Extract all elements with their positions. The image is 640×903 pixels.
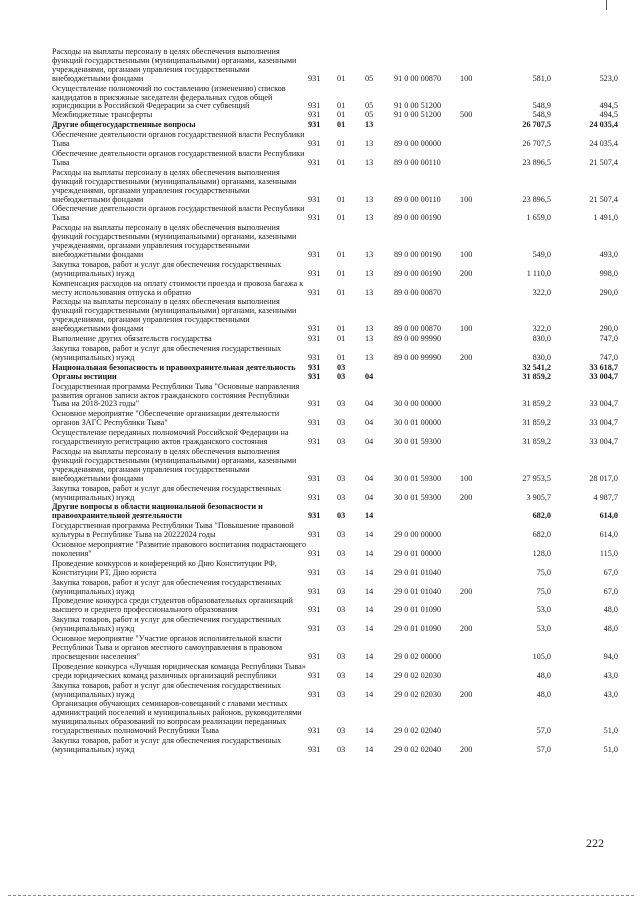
cell-rz: 03	[337, 473, 346, 483]
row-name: Государственная программа Республики Тыва "Основные направления развития органов записи актов гражданского состояния Республики Тыва на 2018-2023 годы"	[52, 381, 300, 409]
cell-gr: 931	[308, 287, 321, 297]
cell-amount-y2: 24 035,4	[589, 120, 618, 130]
table-row	[52, 298, 618, 334]
cell-cs: 29 0 01 01040	[394, 567, 442, 577]
cell-amount-y1: 23 896,5	[522, 194, 551, 204]
cell-amount-y2: 33 004,7	[589, 437, 618, 447]
cell-pr: 13	[365, 287, 374, 297]
row-name: Обеспечение деятельности органов государственной власти Республики Тыва	[52, 204, 305, 223]
cell-pr: 13	[365, 139, 374, 149]
cell-rz: 01	[337, 194, 346, 204]
row-name: Закупка товаров, работ и услуг для обеспечения государственных (муниципальных) нужд	[52, 577, 282, 596]
cell-amount-y1: 48,0	[536, 689, 551, 699]
cell-gr: 931	[308, 624, 321, 634]
cell-pr: 14	[365, 567, 374, 577]
cell-vr: 100	[460, 194, 473, 204]
cell-amount-y1: 53,0	[536, 605, 551, 615]
cell-pr: 14	[365, 605, 374, 615]
cell-cs: 29 0 02 02030	[394, 670, 442, 680]
cell-pr: 13	[365, 249, 374, 259]
cell-cs: 30 0 01 00000	[394, 418, 442, 428]
row-name: Расходы на выплаты персоналу в целях обеспечения выполнения функций государственными (муниципальными) органами, казенными учреждениями, органами управления государственными внебюджетными фондами	[52, 167, 297, 204]
cell-vr: 200	[460, 744, 473, 754]
cell-amount-y2: 998,0	[599, 268, 618, 278]
cell-amount-y1: 548,9	[532, 110, 551, 120]
cell-pr: 14	[365, 530, 374, 540]
cell-pr: 14	[365, 651, 374, 661]
cell-amount-y1: 830,0	[532, 334, 551, 344]
cell-pr: 14	[365, 624, 374, 634]
cell-cs: 29 0 01 01090	[394, 605, 442, 615]
cell-vr: 500	[460, 110, 473, 120]
table-row	[52, 131, 618, 149]
cell-gr: 931	[308, 268, 321, 278]
cell-gr: 931	[308, 567, 321, 577]
cell-vr: 200	[460, 352, 473, 362]
cell-pr: 13	[365, 352, 374, 362]
cell-cs: 89 0 00 00870	[394, 287, 442, 297]
cell-amount-y2: 28 017,0	[589, 473, 618, 483]
cell-rz: 03	[337, 726, 346, 736]
table-row	[52, 224, 618, 260]
row-name: Другие вопросы в области национальной безопасности и правоохранительной деятельности	[52, 502, 263, 521]
cell-gr: 931	[308, 511, 321, 521]
cell-cs: 29 0 01 01090	[394, 624, 442, 634]
table-row	[52, 205, 618, 223]
row-name: Расходы на выплаты персоналу в целях обеспечения выполнения функций государственными (муниципальными) органами, казенными учреждениями, органами управления государственными внебюджетными фондами	[52, 47, 297, 83]
cell-gr: 931	[308, 324, 321, 334]
row-name: Органы юстиции	[52, 371, 117, 381]
cell-gr: 931	[308, 744, 321, 754]
cell-amount-y2: 67,0	[603, 586, 618, 596]
cell-gr: 931	[308, 213, 321, 223]
cell-gr: 931	[308, 726, 321, 736]
cell-amount-y1: 75,0	[536, 586, 551, 596]
cell-vr: 200	[460, 492, 473, 502]
cell-gr: 931	[308, 689, 321, 699]
cell-pr: 13	[365, 157, 374, 167]
cell-vr: 100	[460, 249, 473, 259]
cell-amount-y1: 57,0	[536, 744, 551, 754]
cell-amount-y1: 48,0	[536, 670, 551, 680]
cell-gr: 931	[308, 670, 321, 680]
cell-amount-y1: 548,9	[532, 101, 551, 111]
table-row	[52, 373, 618, 382]
cell-gr: 931	[308, 492, 321, 502]
cell-pr: 14	[365, 689, 374, 699]
table-row	[52, 169, 618, 205]
cell-cs: 89 0 00 00190	[394, 268, 442, 278]
cell-amount-y2: 747,0	[599, 352, 618, 362]
cell-vr: 200	[460, 624, 473, 634]
cell-cs: 91 0 00 51200	[394, 110, 442, 120]
cell-vr: 200	[460, 689, 473, 699]
cell-cs: 89 0 00 00110	[394, 157, 441, 167]
cell-amount-y2: 48,0	[603, 624, 618, 634]
row-name: Закупка товаров, работ и услуг для обеспечения государственных (муниципальных) нужд	[52, 259, 282, 278]
cell-amount-y2: 290,0	[599, 324, 618, 334]
cell-amount-y1: 26 707,5	[522, 139, 551, 149]
cell-cs: 89 0 00 00000	[394, 139, 442, 149]
cell-pr: 04	[365, 418, 374, 428]
row-name: Проведение конкурса среди студентов образовательных организаций высшего и среднего профессионального образования	[52, 596, 293, 615]
cell-pr: 04	[365, 399, 374, 409]
cell-rz: 01	[337, 324, 346, 334]
cell-amount-y1: 682,0	[532, 511, 551, 521]
table-row	[52, 700, 618, 736]
cell-cs: 30 0 01 59300	[394, 473, 442, 483]
row-name: Компенсация расходов на оплату стоимости проезда и провоза багажа к месту использования отпуска и обратно	[52, 278, 304, 297]
cell-amount-y1: 830,0	[532, 352, 551, 362]
cell-pr: 04	[365, 473, 374, 483]
cell-rz: 03	[337, 548, 346, 558]
cell-gr: 931	[308, 651, 321, 661]
cell-amount-y2: 523,0	[599, 73, 618, 83]
cell-gr: 931	[308, 399, 321, 409]
cell-rz: 03	[337, 689, 346, 699]
cell-cs: 89 0 00 00110	[394, 194, 441, 204]
cell-amount-y1: 682,0	[532, 530, 551, 540]
cell-amount-y1: 3 905,7	[526, 492, 551, 502]
cell-amount-y1: 26 707,5	[522, 120, 551, 130]
cell-cs: 91 0 00 51200	[394, 101, 442, 111]
table-row	[52, 541, 618, 559]
cell-pr: 04	[365, 437, 374, 447]
cell-amount-y1: 322,0	[532, 324, 551, 334]
cell-amount-y1: 75,0	[536, 567, 551, 577]
table-row	[52, 410, 618, 428]
cell-amount-y2: 33 004,7	[589, 418, 618, 428]
cell-amount-y2: 290,0	[599, 287, 618, 297]
cell-rz: 03	[337, 744, 346, 754]
cell-cs: 89 0 00 99990	[394, 334, 442, 344]
page-number: 222	[586, 836, 604, 850]
cell-gr: 931	[308, 120, 321, 130]
cell-rz: 03	[337, 586, 346, 596]
table-row	[52, 635, 618, 662]
cell-rz: 01	[337, 213, 346, 223]
cell-pr: 13	[365, 268, 374, 278]
table-row	[52, 448, 618, 484]
table-row	[52, 280, 618, 298]
table-row	[52, 85, 618, 112]
cell-rz: 01	[337, 352, 346, 362]
cell-rz: 03	[337, 399, 346, 409]
row-name: Основное мероприятие "Участие органов исполнительной власти Республики Тыва и органов местного самоуправления в правовом просвещении населения"	[52, 634, 283, 661]
row-name: Расходы на выплаты персоналу в целях обеспечения выполнения функций государственными (муниципальными) органами, казенными учреждениями, органами управления государственными внебюджетными фондами	[52, 446, 297, 483]
cell-rz: 03	[337, 492, 346, 502]
cell-pr: 05	[365, 101, 374, 111]
cell-gr: 931	[308, 73, 321, 83]
cell-amount-y1: 1 110,0	[526, 268, 551, 278]
cell-cs: 89 0 00 00190	[394, 249, 442, 259]
cell-pr: 13	[365, 334, 374, 344]
cell-amount-y1: 31 859,2	[522, 418, 551, 428]
cell-amount-y2: 24 035,4	[589, 139, 618, 149]
cell-pr: 04	[365, 492, 374, 502]
row-name: Проведение конкурсов и конференций ко Дню Конституции РФ, Конституции РТ, Дню юриста	[52, 558, 277, 577]
row-name: Закупка товаров, работ и услуг для обеспечения государственных (муниципальных) нужд	[52, 680, 282, 699]
table-row	[52, 335, 618, 344]
cell-amount-y2: 1 491,0	[593, 213, 618, 223]
cell-amount-y1: 581,0	[532, 73, 551, 83]
cell-pr: 04	[365, 371, 374, 381]
cell-amount-y1: 23 896,5	[522, 157, 551, 167]
cell-cs: 29 0 02 02040	[394, 726, 442, 736]
cell-gr: 931	[308, 101, 321, 111]
row-name: Расходы на выплаты персоналу в целях обеспечения выполнения функций государственными (муниципальными) органами, казенными учреждениями, органами управления государственными внебюджетными фондами	[52, 297, 297, 334]
cell-rz: 01	[337, 73, 346, 83]
cell-pr: 14	[365, 726, 374, 736]
cell-amount-y1: 31 859,2	[522, 399, 551, 409]
cell-rz: 03	[337, 418, 346, 428]
cell-amount-y1: 53,0	[536, 624, 551, 634]
cell-amount-y2: 614,0	[599, 530, 618, 540]
cell-vr: 100	[460, 473, 473, 483]
cell-amount-y1: 322,0	[532, 287, 551, 297]
cell-rz: 01	[337, 110, 346, 120]
cell-cs: 29 0 02 02030	[394, 689, 442, 699]
table-row	[52, 48, 618, 84]
cell-rz: 03	[337, 437, 346, 447]
row-name: Выполнение других обязательств государства	[52, 334, 212, 344]
cell-rz: 01	[337, 334, 346, 344]
cell-amount-y1: 27 953,5	[522, 473, 551, 483]
row-name: Закупка товаров, работ и услуг для обеспечения государственных (муниципальных) нужд	[52, 483, 282, 502]
cell-cs: 30 0 01 59300	[394, 437, 442, 447]
row-name: Межбюджетные трансферты	[52, 110, 153, 120]
top-edge-mark	[606, 0, 607, 10]
cell-amount-y1: 128,0	[532, 548, 551, 558]
cell-vr: 200	[460, 586, 473, 596]
cell-amount-y1: 57,0	[536, 726, 551, 736]
row-name: Осуществление полномочий по составлению (изменению) списков кандидатов в присяжные заседатели федеральных судов общей юрисдикции в Российской Федерации за счет субвенций	[52, 83, 286, 111]
row-name: Закупка товаров, работ и услуг для обеспечения государственных (муниципальных) нужд	[52, 736, 282, 754]
cell-amount-y1: 32 541,2	[522, 362, 551, 372]
cell-cs: 89 0 00 00870	[394, 324, 442, 334]
cell-pr: 05	[365, 73, 374, 83]
table-row	[52, 737, 618, 755]
cell-rz: 03	[337, 511, 346, 521]
table-row	[52, 485, 618, 503]
cell-rz: 01	[337, 101, 346, 111]
cell-rz: 01	[337, 249, 346, 259]
cell-rz: 03	[337, 651, 346, 661]
cell-gr: 931	[308, 371, 321, 381]
row-name: Государственная программа Республики Тыва "Повышение правовой культуры в Республике Тыва на 20222024 годы	[52, 521, 294, 540]
table-row	[52, 579, 618, 597]
cell-cs: 30 0 00 00000	[394, 399, 442, 409]
cell-rz: 03	[337, 624, 346, 634]
row-name: Закупка товаров, работ и услуг для обеспечения государственных (муниципальных) нужд	[52, 615, 282, 634]
cell-rz: 03	[337, 605, 346, 615]
cell-amount-y2: 494,5	[599, 110, 618, 120]
cell-amount-y2: 33 004,7	[589, 399, 618, 409]
cell-amount-y1: 105,0	[532, 651, 551, 661]
table-row	[52, 150, 618, 168]
cell-rz: 01	[337, 139, 346, 149]
cell-gr: 931	[308, 194, 321, 204]
cell-cs: 29 0 02 02040	[394, 744, 442, 754]
row-name: Обеспечение деятельности органов государственной власти Республики Тыва	[52, 130, 305, 149]
cell-amount-y2: 21 507,4	[589, 194, 618, 204]
row-name: Закупка товаров, работ и услуг для обеспечения государственных (муниципальных) нужд	[52, 344, 282, 362]
cell-amount-y2: 48,0	[603, 605, 618, 615]
cell-gr: 931	[308, 110, 321, 120]
cell-gr: 931	[308, 530, 321, 540]
cell-cs: 89 0 00 00190	[394, 213, 442, 223]
cell-vr: 100	[460, 73, 473, 83]
cell-gr: 931	[308, 139, 321, 149]
table-row	[52, 597, 618, 615]
row-name: Национальная безопасность и правоохранительная деятельность	[52, 362, 296, 372]
table-row	[52, 121, 618, 130]
cell-amount-y2: 21 507,4	[589, 157, 618, 167]
cell-pr: 05	[365, 110, 374, 120]
cell-gr: 931	[308, 352, 321, 362]
cell-pr: 13	[365, 213, 374, 223]
cell-cs: 29 0 01 01040	[394, 586, 442, 596]
cell-amount-y2: 494,5	[599, 101, 618, 111]
cell-rz: 03	[337, 530, 346, 540]
cell-amount-y2: 33 004,7	[589, 371, 618, 381]
table-row	[52, 111, 618, 120]
cell-pr: 14	[365, 511, 374, 521]
cell-amount-y1: 31 859,2	[522, 437, 551, 447]
cell-pr: 14	[365, 548, 374, 558]
cell-rz: 03	[337, 362, 346, 372]
cell-pr: 13	[365, 194, 374, 204]
cell-rz: 01	[337, 268, 346, 278]
table-row	[52, 522, 618, 540]
table-row	[52, 345, 618, 363]
cell-amount-y1: 1 659,0	[526, 213, 551, 223]
cell-rz: 03	[337, 670, 346, 680]
table-row	[52, 682, 618, 700]
cell-rz: 03	[337, 371, 346, 381]
cell-gr: 931	[308, 362, 321, 372]
cell-amount-y2: 67,0	[603, 567, 618, 577]
cell-amount-y2: 614,0	[599, 511, 618, 521]
cell-pr: 14	[365, 670, 374, 680]
table-row	[52, 429, 618, 447]
row-name: Организация обучающих семинаров-совещаний с главами местных администраций поселений и муниципальных районов, руководителями муниципальных образований по вопросам реализации переданных государственных полномочий Республики Тыва	[52, 699, 302, 736]
cell-amount-y2: 33 618,7	[589, 362, 618, 372]
budget-table	[52, 48, 618, 755]
cell-pr: 13	[365, 120, 374, 130]
cell-gr: 931	[308, 157, 321, 167]
cell-rz: 01	[337, 120, 346, 130]
cell-gr: 931	[308, 548, 321, 558]
cell-vr: 200	[460, 268, 473, 278]
cell-rz: 01	[337, 157, 346, 167]
cell-gr: 931	[308, 473, 321, 483]
cell-pr: 14	[365, 744, 374, 754]
cell-amount-y2: 493,0	[599, 249, 618, 259]
cell-cs: 29 0 02 00000	[394, 651, 442, 661]
row-name: Проведение конкурса «Лучшая юридическая команда Республики Тыва» среди юридических команд различных организаций республики	[52, 661, 306, 680]
cell-amount-y1: 31 859,2	[522, 371, 551, 381]
row-name: Другие общегосударственные вопросы	[52, 120, 196, 130]
cell-gr: 931	[308, 586, 321, 596]
table-row	[52, 383, 618, 410]
cell-amount-y2: 43,0	[603, 670, 618, 680]
row-name: Основное мероприятие "Обеспечение организации деятельности органов ЗАГС Республики Тыва"	[52, 409, 280, 428]
cell-amount-y2: 51,0	[603, 744, 618, 754]
row-name: Расходы на выплаты персоналу в целях обеспечения выполнения функций государственными (муниципальными) органами, казенными учреждениями, органами управления государственными внебюджетными фондами	[52, 223, 297, 259]
cell-cs: 29 0 00 00000	[394, 530, 442, 540]
cell-cs: 91 0 00 00870	[394, 73, 442, 83]
cell-amount-y2: 43,0	[603, 689, 618, 699]
row-name: Осуществление переданных полномочий Российской Федерации на государственную регистрацию актов гражданского состояния	[52, 428, 289, 447]
cell-amount-y2: 4 987,7	[593, 492, 618, 502]
table-row	[52, 503, 618, 521]
cell-vr: 100	[460, 324, 473, 334]
cell-amount-y1: 549,0	[532, 249, 551, 259]
cell-rz: 01	[337, 287, 346, 297]
row-name: Основное мероприятие "Развитие правового воспитания подрастающего поколения"	[52, 540, 307, 558]
cell-amount-y2: 747,0	[599, 334, 618, 344]
cell-pr: 13	[365, 324, 374, 334]
cell-amount-y2: 51,0	[603, 726, 618, 736]
cell-amount-y2: 115,0	[599, 548, 618, 558]
cell-pr: 14	[365, 586, 374, 596]
cell-gr: 931	[308, 437, 321, 447]
table-row	[52, 663, 618, 681]
cell-gr: 931	[308, 418, 321, 428]
table-row	[52, 261, 618, 279]
row-name: Обеспечение деятельности органов государственной власти Республики Тыва	[52, 148, 305, 167]
cell-amount-y2: 94,0	[603, 651, 618, 661]
cell-cs: 30 0 01 59300	[394, 492, 442, 502]
cell-cs: 89 0 00 99990	[394, 352, 442, 362]
cell-cs: 29 0 01 00000	[394, 548, 442, 558]
table-row	[52, 560, 618, 578]
cell-rz: 03	[337, 567, 346, 577]
cell-gr: 931	[308, 605, 321, 615]
cell-gr: 931	[308, 334, 321, 344]
cell-gr: 931	[308, 249, 321, 259]
table-row	[52, 616, 618, 634]
bottom-edge-rule	[8, 895, 634, 896]
